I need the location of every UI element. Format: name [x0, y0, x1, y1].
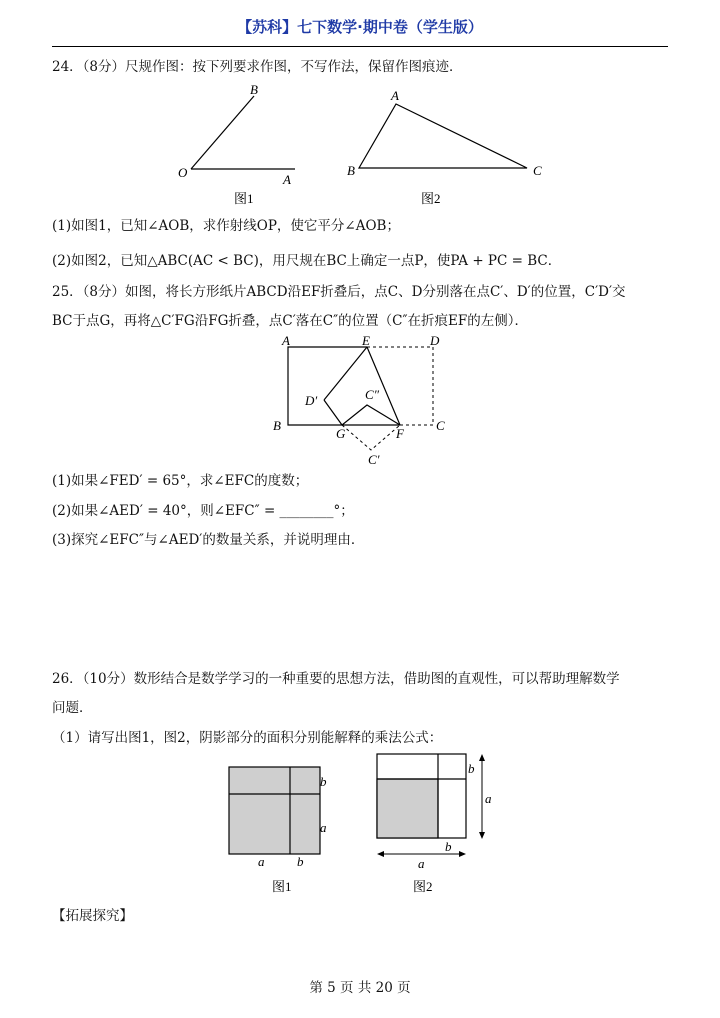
q26-extension-heading: 【拓展探究】	[52, 908, 133, 924]
label-c-prime: C′	[368, 452, 380, 467]
fig1-label-a: A	[283, 172, 291, 187]
header-rule	[52, 46, 668, 47]
q25-part3: (3)探究∠EFC″与∠AED′的数量关系，并说明理由．	[52, 532, 365, 548]
fig2-label-c: C	[533, 163, 542, 178]
fig2-label-a: A	[391, 88, 399, 103]
fig2-label-b: B	[347, 163, 355, 178]
fig2-label-b-bottom: b	[445, 839, 452, 854]
fig2-arrowhead-top	[479, 754, 485, 761]
fig2-arrowhead-left	[377, 851, 384, 857]
segment-d1g	[324, 400, 342, 425]
fig1-label-b-bottom: b	[297, 854, 304, 869]
q25-line1: 25．（8分）如图，将长方形纸片ABCD沿EF折叠后，点C、D分别落在点C′、D′的位置，C′D′交	[52, 284, 626, 300]
fig2-arrowhead-bottom	[479, 832, 485, 839]
fig1-caption: 图1	[272, 879, 292, 894]
label-d-prime: D′	[305, 393, 318, 408]
page-header: 【苏科】七下数学·期中卷（学生版）	[237, 18, 483, 36]
crease-ef	[367, 347, 400, 425]
q24-part2: (2)如图2，已知△ABC(AC < BC)，用尺规在BC上确定一点P，使PA + PC = BC．	[52, 253, 562, 269]
q25-part2: (2)如果∠AED′ = 40°，则∠EFC″ = ________°；	[52, 503, 354, 519]
label-d: D	[430, 333, 440, 348]
fig2-triangle-abc	[359, 104, 527, 168]
fig1-label-b: B	[250, 82, 258, 97]
q26-line2: 问题．	[52, 700, 93, 716]
fig1-caption: 图1	[234, 191, 254, 206]
q26-line1: 26．（10分）数形结合是数学学习的一种重要的思想方法，借助图的直观性，可以帮助理解数学	[52, 671, 620, 687]
label-g: G	[336, 426, 346, 441]
q24-part1: (1)如图1，已知∠AOB，求作射线OP，使它平分∠AOB；	[52, 218, 400, 234]
q24-figures	[170, 80, 570, 210]
fig2-arrowhead-right	[459, 851, 466, 857]
fig1-label-a-bottom: a	[258, 854, 265, 869]
fig1-square	[229, 767, 320, 854]
q25-part1: (1)如果∠FED′ = 65°，求∠EFC的度数；	[52, 473, 309, 489]
label-c: C	[436, 418, 445, 433]
folded-triangle-gc2f	[342, 405, 400, 425]
fig2-label-a-bottom: a	[418, 856, 425, 871]
segment-ed1	[324, 347, 367, 400]
fig1-label-b-right: b	[320, 774, 327, 789]
fig1-label-a-right: a	[320, 820, 327, 835]
q24-title: 24．（8分）尺规作图：按下列要求作图，不写作法，保留作图痕迹．	[52, 59, 463, 75]
fig2-shaded-region	[377, 779, 438, 838]
fig2-caption: 图2	[421, 191, 441, 206]
label-c-double-prime: C″	[365, 387, 380, 402]
label-a: A	[282, 333, 290, 348]
q26-figures	[220, 750, 510, 898]
q25-line2: BC于点G，再将△C′FG沿FG折叠，点C′落在C″的位置（C″在折痕EF的左侧）．	[52, 313, 528, 329]
dashed-triangle-gc1f	[342, 425, 400, 450]
label-e: E	[362, 333, 370, 348]
label-f: F	[396, 426, 404, 441]
fig2-label-a-right: a	[485, 791, 492, 806]
fig2-caption: 图2	[413, 879, 433, 894]
rect-dashed-edges	[367, 347, 433, 425]
label-b: B	[273, 418, 281, 433]
q25-fold-figure	[270, 333, 460, 468]
fig1-ray-ob	[191, 96, 254, 169]
fig1-label-o: O	[178, 165, 188, 180]
page-footer: 第 5 页 共 20 页	[309, 980, 411, 996]
fig2-label-b-top: b	[468, 761, 475, 776]
q26-part1: （1）请写出图1，图2，阴影部分的面积分别能解释的乘法公式：	[52, 730, 443, 746]
